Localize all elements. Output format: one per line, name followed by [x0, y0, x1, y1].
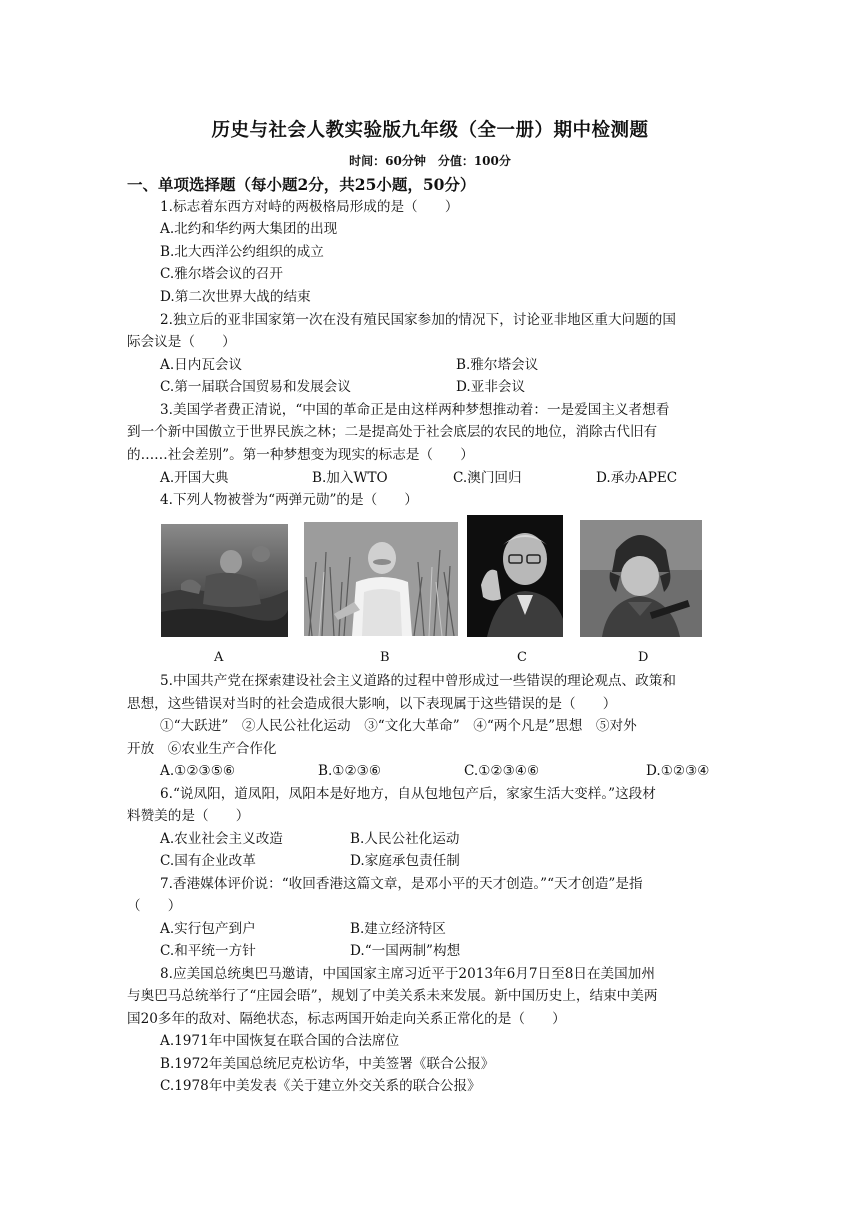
photo-option-d — [580, 520, 702, 637]
question-5-stem: 5.中国共产党在探索建设社会主义道路的过程中曾形成过一些错误的理论观点、政策和 — [160, 673, 676, 689]
question-1-option-a: A.北约和华约两大集团的出现 — [160, 221, 338, 237]
question-2-option-a: A.日内瓦会议 — [160, 357, 243, 373]
question-2-stem-cont: 际会议是（ ） — [127, 334, 236, 350]
question-6-stem: 6.“说凤阳，道凤阳，凤阳本是好地方，自从包地包产后，家家生活大变样。”这段材 — [160, 786, 656, 802]
question-5-items: ①“大跃进” ②人民公社化运动 ③“文化大革命” ④“两个凡是”思想 ⑤对外 — [160, 718, 637, 734]
question-8-option-c: C.1978年中美发表《关于建立外交关系的联合公报》 — [160, 1078, 481, 1094]
page-title: 历史与社会人教实验版九年级（全一册）期中检测题 — [211, 120, 649, 141]
photo-caption-a: A — [214, 650, 224, 665]
question-2-stem: 2.独立后的亚非国家第一次在没有殖民国家参加的情况下，讨论亚非地区重大问题的国 — [160, 312, 676, 328]
question-2-option-d: D.亚非会议 — [456, 379, 526, 395]
question-7-stem: 7.香港媒体评价说：“收回香港这篇文章，是邓小平的天才创造。”“天才创造”是指 — [160, 876, 643, 892]
question-5-option-b: B.①②③⑥ — [318, 763, 382, 779]
exam-time-score: 时间：60分钟 分值：100分 — [349, 154, 511, 168]
question-6-stem-cont: 料赞美的是（ ） — [127, 808, 250, 824]
question-1-option-d: D.第二次世界大战的结束 — [160, 289, 311, 305]
question-3-stem: 3.美国学者费正清说，“中国的革命正是由这样两种梦想推动着：一是爱国主义者想看 — [160, 402, 670, 418]
question-5-option-a: A.①②③⑤⑥ — [160, 763, 236, 779]
question-8-option-a: A.1971年中国恢复在联合国的合法席位 — [160, 1033, 400, 1049]
question-7-option-d: D.“一国两制”构想 — [350, 943, 461, 959]
question-6-option-d: D.家庭承包责任制 — [350, 853, 460, 869]
question-3-option-a: A.开国大典 — [160, 470, 229, 486]
photo-option-c — [467, 515, 563, 637]
question-6-option-c: C.国有企业改革 — [160, 853, 256, 869]
question-8-stem-cont2: 国20多年的敌对、隔绝状态，标志两国开始走向关系正常化的是（ ） — [127, 1011, 566, 1027]
question-3-stem-cont2: 的……社会差别”。第一种梦想变为现实的标志是（ ） — [127, 447, 474, 463]
question-3-option-c: C.澳门回归 — [453, 470, 522, 486]
question-7-option-c: C.和平统一方针 — [160, 943, 256, 959]
question-2-option-c: C.第一届联合国贸易和发展会议 — [160, 379, 351, 395]
question-4-stem: 4.下列人物被誉为“两弹元勋”的是（ ） — [160, 492, 418, 508]
question-2-option-b: B.雅尔塔会议 — [456, 357, 539, 373]
question-5-items-cont: 开放 ⑥农业生产合作化 — [127, 741, 277, 757]
question-3-option-b: B.加入WTO — [312, 470, 388, 486]
photo-caption-c: C — [517, 650, 527, 665]
question-1-stem: 1.标志着东西方对峙的两极格局形成的是（ ） — [160, 199, 459, 215]
question-8-stem: 8.应美国总统奥巴马邀请，中国国家主席习近平于2013年6月7日至8日在美国加州 — [160, 966, 655, 982]
question-6-option-a: A.农业社会主义改造 — [160, 831, 283, 847]
question-8-stem-cont1: 与奥巴马总统举行了“庄园会晤”，规划了中美关系未来发展。新中国历史上，结束中美两 — [127, 988, 658, 1004]
photo-caption-b: B — [380, 650, 390, 665]
question-6-option-b: B.人民公社化运动 — [350, 831, 460, 847]
photo-option-a — [161, 524, 288, 637]
question-5-option-d: D.①②③④ — [646, 763, 710, 779]
question-3-option-d: D.承办APEC — [596, 470, 678, 486]
photo-option-b — [304, 522, 458, 636]
question-7-option-a: A.实行包产到户 — [160, 921, 256, 937]
section-heading: 一、单项选择题（每小题2分，共25小题，50分） — [127, 175, 476, 194]
question-5-option-c: C.①②③④⑥ — [464, 763, 540, 779]
question-1-option-c: C.雅尔塔会议的召开 — [160, 266, 283, 282]
question-8-option-b: B.1972年美国总统尼克松访华，中美签署《联合公报》 — [160, 1056, 495, 1072]
question-5-stem-cont: 思想，这些错误对当时的社会造成很大影响，以下表现属于这些错误的是（ ） — [127, 696, 617, 712]
question-7-stem-cont: （ ） — [127, 898, 182, 914]
question-1-option-b: B.北大西洋公约组织的成立 — [160, 244, 324, 260]
question-3-stem-cont1: 到一个新中国傲立于世界民族之林；二是提高处于社会底层的农民的地位，消除古代旧有 — [127, 424, 658, 440]
question-7-option-b: B.建立经济特区 — [350, 921, 446, 937]
photo-caption-d: D — [638, 650, 649, 665]
